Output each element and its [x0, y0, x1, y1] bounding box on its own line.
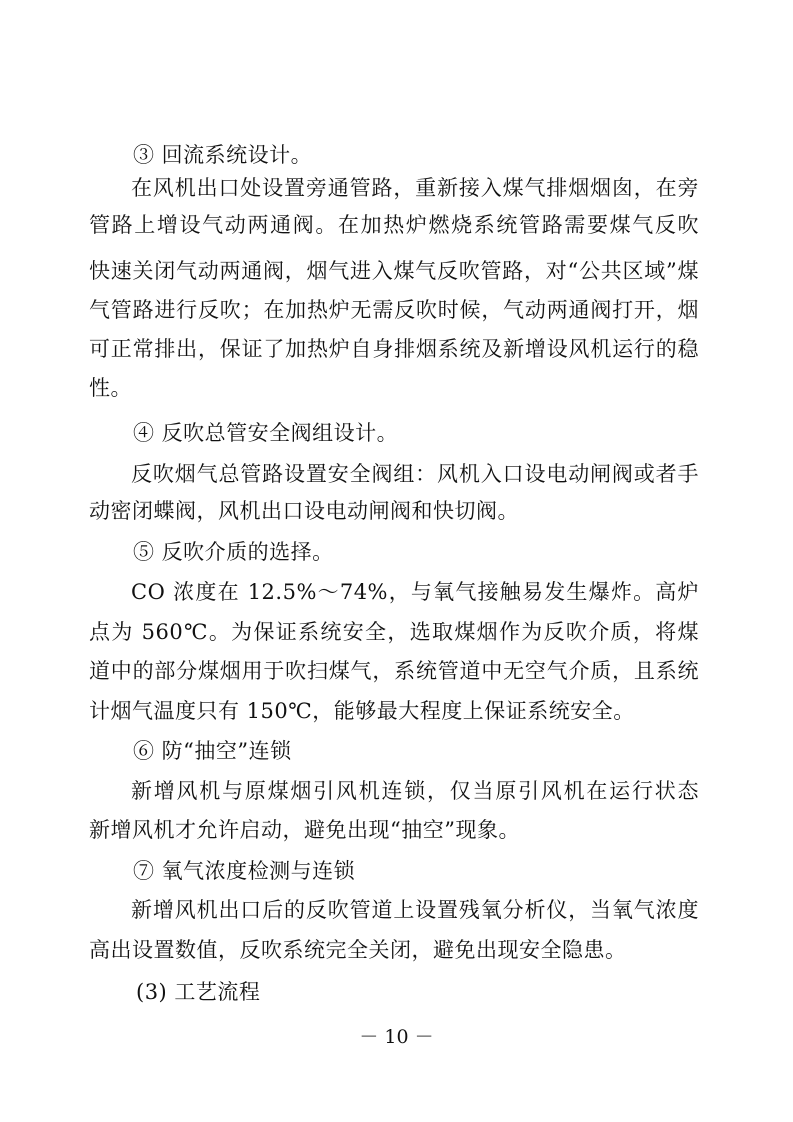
paragraph-line: 道中的部分煤烟用于吹扫煤气，系统管道中无空气介质，且系统 — [89, 659, 699, 683]
paragraph-line: 快速关闭气动两通阀，烟气进入煤气反吹管路，对“公共区域”煤 — [89, 259, 699, 283]
paragraph-line: 新增风机出口后的反吹管道上设置残氧分析仪，当氧气浓度 — [131, 898, 699, 922]
paragraph-line: 气管路进行反吹；在加热炉无需反吹时候，气动两通阀打开，烟 — [89, 298, 699, 322]
paragraph-line: 新增风机才允许启动，避免出现“抽空”现象。 — [89, 818, 520, 842]
page-number: － 10 － — [359, 1026, 434, 1048]
heading-oxygen-detection: ⑦ 氧气浓度检测与连锁 — [133, 859, 356, 883]
heading-blowback-valve-group: ④ 反吹总管安全阀组设计。 — [133, 421, 399, 445]
heading-blowback-medium: ⑤ 反吹介质的选择。 — [133, 540, 334, 564]
paragraph-line: 性。 — [89, 376, 132, 400]
paragraph-line: CO 浓度在 12.5%～74%，与氧气接触易发生爆炸。高炉 — [131, 580, 699, 604]
paragraph-line: 计烟气温度只有 150℃，能够最大程度上保证系统安全。 — [89, 699, 635, 723]
paragraph-line: 点为 560℃。为保证系统安全，选取煤烟作为反吹介质，将煤 — [89, 620, 699, 644]
paragraph-line: 在风机出口处设置旁通管路，重新接入煤气排烟烟囱，在旁 — [131, 176, 699, 200]
heading-process-flow: (3) 工艺流程 — [136, 980, 261, 1004]
paragraph-line: 动密闭蝶阀，风机出口设电动闸阀和快切阀。 — [89, 499, 519, 523]
paragraph-line: 高出设置数值，反吹系统完全关闭，避免出现安全隐患。 — [89, 938, 627, 962]
paragraph-line: 新增风机与原煤烟引风机连锁，仅当原引风机在运行状态 — [131, 779, 699, 803]
paragraph-line: 可正常排出，保证了加热炉自身排烟系统及新增设风机运行的稳 — [89, 337, 699, 361]
heading-return-system: ③ 回流系统设计。 — [133, 143, 313, 167]
paragraph-line: 管路上增设气动两通阀。在加热炉燃烧系统管路需要煤气反吹 — [89, 213, 699, 237]
heading-anti-suction-interlock: ⑥ 防“抽空”连锁 — [133, 739, 292, 763]
paragraph-line: 反吹烟气总管路设置安全阀组：风机入口设电动闸阀或者手 — [131, 462, 699, 486]
